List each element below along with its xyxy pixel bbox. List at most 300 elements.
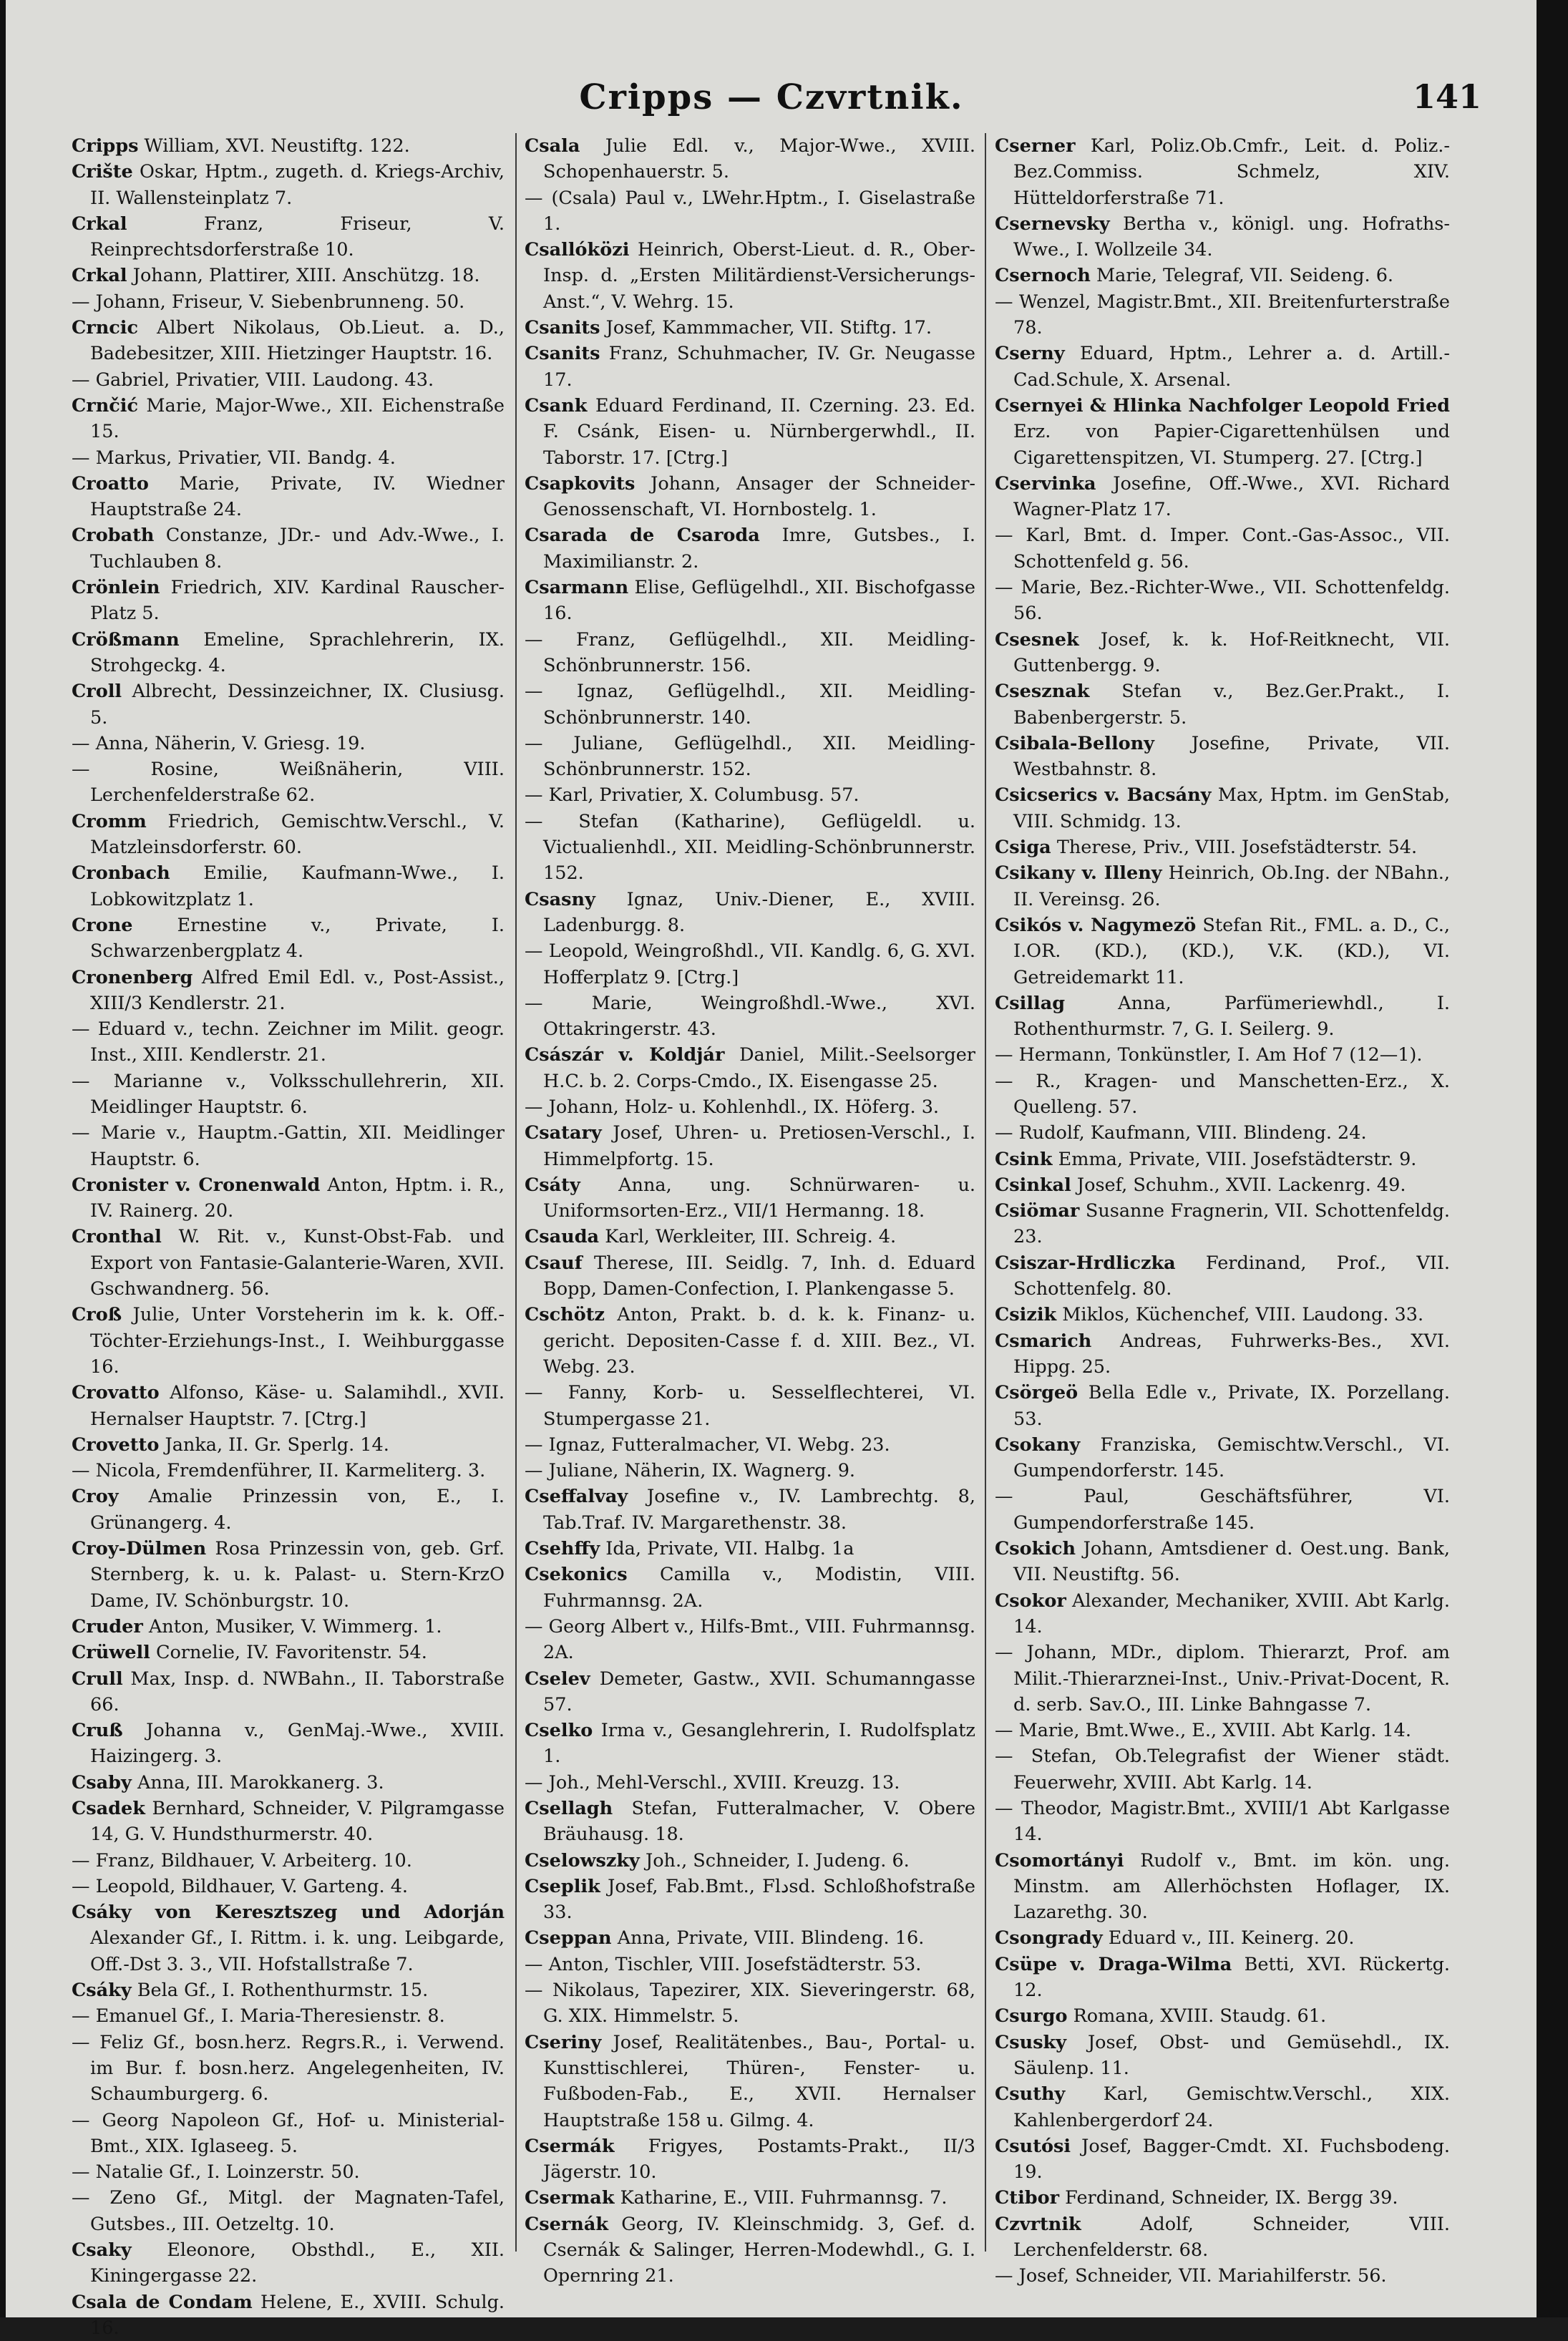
entry-details: — Marie, Weingroßhdl.-Wwe., XVI. Ottakringerstr. 43. xyxy=(525,992,975,1041)
entry-details: Max, Hptm. im GenStab, VIII. Schmidg. 13. xyxy=(1013,784,1450,832)
entry-details: Marie, Private, IV. Wiedner Hauptstraße 24. xyxy=(90,472,505,521)
directory-entry xyxy=(525,575,975,627)
entry-details: Ernestine v., Private, I. Schwarzenbergplatz 4. xyxy=(90,914,505,963)
entry-details: Cornelie, IV. Favoritenstr. 54. xyxy=(155,1642,427,1664)
directory-entry xyxy=(72,471,505,523)
entry-surname: Csarada de Csaroda xyxy=(525,525,760,547)
entry-surname: Csala xyxy=(525,135,580,157)
directory-entry xyxy=(995,678,1450,731)
directory-entry xyxy=(525,1250,975,1303)
entry-details: Albert Nikolaus, Ob.Lieut. a. D., Badebesitzer, XIII. Hietzinger Hauptstr. 16. xyxy=(90,317,505,365)
directory-entry xyxy=(72,1899,505,1977)
directory-entry xyxy=(72,133,505,159)
entry-surname: Csiszar-Hrdliczka xyxy=(995,1252,1176,1274)
directory-entry xyxy=(995,1432,1450,1484)
entry-surname: Csibala-Bellony xyxy=(995,732,1155,754)
entry-details: — Feliz Gf., bosn.herz. Regrs.R., i. Verwend. im Bur. f. bosn.herz. Angelegenheiten, IV. Schaumburgerg. 6. xyxy=(72,2031,505,2106)
entry-details: Adolf, Schneider, VIII. Lerchenfelderstr. 68. xyxy=(1013,2213,1450,2262)
entry-surname: Croll xyxy=(72,681,122,703)
directory-entry xyxy=(525,731,975,783)
entry-details: — Joh., Mehl-Verschl., XVIII. Kreuzg. 13. xyxy=(525,1771,900,1794)
directory-entry xyxy=(995,211,1450,263)
entry-details: Eduard Ferdinand, II. Czerning. 23. Ed. F. Csánk, Eisen- u. Nürnbergerwhdl., II. Taborstr. 17. [Ctrg.] xyxy=(543,394,976,469)
directory-entry xyxy=(995,1120,1450,1146)
directory-entry xyxy=(995,1069,1450,1121)
directory-entry xyxy=(995,1952,1450,2004)
entry-surname: Crößmann xyxy=(72,628,180,651)
entry-details: — Georg Napoleon Gf., Hof- u. Ministerial-Bmt., XIX. Iglaseeg. 5. xyxy=(72,2109,505,2157)
entry-details: — Ignaz, Geflügelhdl., XII. Meidling-Schönbrunnerstr. 140. xyxy=(525,681,975,729)
directory-entry xyxy=(72,159,505,211)
directory-entry xyxy=(995,1796,1450,1848)
entry-details: Eleonore, Obsthdl., E., XII. Kiningergasse 22. xyxy=(90,2239,505,2287)
directory-entry xyxy=(72,1432,505,1458)
entry-surname: Crobath xyxy=(72,525,155,547)
entry-details: Elise, Geflügelhdl., XII. Bischofgasse 16. xyxy=(543,577,975,625)
directory-entry xyxy=(72,756,505,809)
entry-surname: Csermak xyxy=(525,2187,615,2209)
entry-details: Albrecht, Dessinzeichner, IX. Clusiusg. 5. xyxy=(90,681,505,729)
entry-details: Max, Insp. d. NWBahn., II. Taborstraße 66. xyxy=(90,1668,505,1715)
directory-entry xyxy=(995,860,1450,912)
entry-details: Josef, Obst- und Gemüsehdl., IX. Säulenp. 11. xyxy=(1013,2031,1450,2079)
entry-surname: Crovatto xyxy=(72,1382,160,1404)
entry-details: Bernhard, Schneider, V. Pilgramgasse 14, G. V. Hundsthurmerstr. 40. xyxy=(90,1798,505,1846)
entry-surname: Csernák xyxy=(525,2213,609,2235)
directory-entry xyxy=(995,522,1450,575)
entry-surname: Csokich xyxy=(995,1538,1076,1560)
directory-entry xyxy=(525,393,975,471)
entry-details: Rudolf v., Bmt. im kön. ung. Minstm. am Allerhöchsten Hoflager, IX. Lazarethg. 30. xyxy=(1013,1849,1450,1924)
directory-entry xyxy=(72,289,505,315)
entry-surname: Cselko xyxy=(525,1720,593,1742)
entry-details: — Nikolaus, Tapezirer, XIX. Sieveringerstr. 68, G. XIX. Himmelstr. 5. xyxy=(525,1980,975,2028)
directory-entry xyxy=(72,1069,505,1121)
directory-entry xyxy=(525,1172,975,1225)
entry-surname: Croy-Dülmen xyxy=(72,1538,207,1560)
entry-details: — Marie, Bez.-Richter-Wwe., VII. Schottenfeldg. 56. xyxy=(995,577,1450,625)
directory-entry xyxy=(995,1848,1450,1926)
entry-surname: Csiömar xyxy=(995,1200,1080,1222)
directory-entry xyxy=(72,2237,505,2289)
entry-surname: Csomortányi xyxy=(995,1849,1124,1872)
directory-entry xyxy=(72,263,505,288)
entry-surname: Csáty xyxy=(525,1174,580,1196)
entry-details: — Anna, Näherin, V. Griesg. 19. xyxy=(72,732,366,754)
entry-surname: Cservinka xyxy=(995,472,1096,495)
entry-details: Josef, Uhren- u. Pretiosen-Verschl., I. Himmelpfortg. 15. xyxy=(543,1122,975,1170)
entry-details: Heinrich, Ob.Ing. der NBahn., II. Vereinsg. 26. xyxy=(1013,862,1451,910)
scan-frame-right xyxy=(1537,0,1568,2317)
directory-entry xyxy=(525,133,975,185)
entry-surname: Cschötz xyxy=(525,1304,605,1326)
entry-details: — Eduard v., techn. Zeichner im Milit. geogr. Inst., XIII. Kendlerstr. 21. xyxy=(72,1018,505,1066)
entry-surname: Csesnek xyxy=(995,628,1079,651)
directory-entry xyxy=(72,2289,505,2341)
directory-entry xyxy=(995,133,1450,211)
entry-surname: Csongrady xyxy=(995,1927,1103,1950)
directory-entry xyxy=(995,1302,1450,1328)
directory-entry xyxy=(995,1484,1450,1536)
entry-details: — Wenzel, Magistr.Bmt., XII. Breitenfurterstraße 78. xyxy=(995,291,1450,339)
directory-entry xyxy=(72,1874,505,1899)
directory-entry xyxy=(72,627,505,679)
entry-surname: Csutósi xyxy=(995,2135,1071,2157)
directory-entry xyxy=(525,1380,975,1432)
directory-entry xyxy=(525,1458,975,1484)
entry-details: Josefine, Private, VII. Westbahnstr. 8. xyxy=(1013,732,1450,781)
entry-details: Anna, III. Marokkanerg. 3. xyxy=(137,1771,384,1794)
entry-details: — Rosine, Weißnäherin, VIII. Lerchenfelderstraße 62. xyxy=(72,759,505,807)
entry-surname: Crnčić xyxy=(72,394,139,417)
entry-details: Josefine, Off.-Wwe., XVI. Richard Wagner-Platz 17. xyxy=(1013,472,1451,521)
entry-surname: Csehffy xyxy=(525,1538,600,1560)
directory-entry xyxy=(525,522,975,575)
entry-surname: Csüpe v. Draga-Wilma xyxy=(995,1953,1232,1975)
running-head: Cripps — Czvrtnik. xyxy=(579,77,964,117)
entry-details: — R., Kragen- und Manschetten-Erz., X. Quelleng. 57. xyxy=(995,1070,1450,1118)
entry-surname: Crone xyxy=(72,914,133,936)
directory-entry xyxy=(72,1536,505,1614)
directory-entry xyxy=(995,627,1450,679)
directory-entry xyxy=(525,1302,975,1380)
directory-entry xyxy=(72,367,505,393)
entry-details: Franz, Schuhmacher, IV. Gr. Neugasse 17. xyxy=(543,343,975,391)
directory-entry xyxy=(995,2185,1450,2211)
entry-details: Betti, XVI. Rückertg. 12. xyxy=(1013,1953,1451,2002)
entry-details: — (Csala) Paul v., LWehr.Hptm., I. Giselastraße 1. xyxy=(525,187,975,235)
directory-entry xyxy=(525,1848,975,1874)
directory-entry xyxy=(995,2133,1450,2186)
entry-details: — Marianne v., Volksschullehrerin, XII. Meidlinger Hauptstr. 6. xyxy=(72,1070,505,1118)
entry-surname: Csörgeö xyxy=(995,1382,1078,1404)
entry-details: — Nicola, Fremdenführer, II. Karmeliterg. 3. xyxy=(72,1460,486,1482)
entry-surname: Cripps xyxy=(72,135,139,157)
directory-entry xyxy=(525,471,975,523)
entry-details: Josef, Schuhm., XVII. Lackenrg. 49. xyxy=(1076,1174,1406,1196)
directory-entry xyxy=(525,1874,975,1926)
entry-details: Franziska, Gemischtw.Verschl., VI. Gumpendorferstr. 145. xyxy=(1013,1434,1450,1482)
directory-entry xyxy=(525,887,975,939)
directory-entry xyxy=(72,1796,505,1848)
entry-details: Andreas, Fuhrwerks-Bes., XVI. Hippg. 25. xyxy=(1013,1330,1451,1378)
directory-entry xyxy=(995,1328,1450,1381)
entry-details: William, XVI. Neustiftg. 122. xyxy=(144,135,410,157)
directory-entry xyxy=(525,1042,975,1094)
entry-details: Johann, Amtsdiener d. Oest.ung. Bank, VII. Neustiftg. 56. xyxy=(1013,1538,1450,1586)
entry-details: Bela Gf., I. Rothenthurmstr. 15. xyxy=(137,1980,429,2002)
directory-entry xyxy=(995,575,1450,627)
entry-surname: Csauf xyxy=(525,1252,583,1274)
entry-details: Erz. von Papier-Cigarettenhülsen und Cigarettenspitzen, VI. Stumperg. 27. [Ctrg.] xyxy=(1013,421,1450,469)
entry-surname: Csáky von Keresztszeg und Adorján xyxy=(72,1902,505,1924)
entry-details: Anna, Parfümeriewhdl., I. Rothenthurmstr. 7, G. I. Seilerg. 9. xyxy=(1013,992,1451,1041)
directory-entry xyxy=(995,991,1450,1043)
entry-details: Therese, III. Seidlg. 7, Inh. d. Eduard Bopp, Damen-Confection, I. Plankengasse 5. xyxy=(543,1252,976,1300)
entry-details: Constanze, JDr.- und Adv.-Wwe., I. Tuchlauben 8. xyxy=(90,525,505,573)
entry-surname: Cserny xyxy=(995,343,1065,365)
entry-surname: Csellagh xyxy=(525,1798,613,1819)
directory-entry xyxy=(995,2030,1450,2082)
directory-entry xyxy=(72,2185,505,2237)
entry-surname: Croß xyxy=(72,1304,122,1326)
entry-details: Camilla v., Modistin, VIII. Fuhrmannsg. 2A. xyxy=(543,1564,976,1612)
entry-details: Romana, XVIII. Staudg. 61. xyxy=(1073,2005,1327,2028)
directory-entry xyxy=(995,1588,1450,1640)
entry-details: Daniel, Milit.-Seelsorger H.C. b. 2. Corps-Cmdo., IX. Eisengasse 25. xyxy=(543,1044,975,1092)
entry-details: Stefan, Futteralmacher, V. Obere Bräuhausg. 18. xyxy=(543,1798,975,1846)
entry-details: Eduard, Hptm., Lehrer a. d. Artill.-Cad.Schule, X. Arsenal. xyxy=(1013,343,1450,391)
directory-entry xyxy=(72,1640,505,1665)
directory-entry xyxy=(995,1250,1450,1303)
entry-surname: Cronister v. Cronenwald xyxy=(72,1174,321,1196)
directory-entry xyxy=(995,1380,1450,1432)
entry-details: Ignaz, Univ.-Diener, E., XVIII. Ladenburgg. 8. xyxy=(543,888,975,936)
directory-entry xyxy=(525,1977,975,2030)
directory-entry xyxy=(525,2133,975,2186)
entry-details: Josef, Kammmacher, VII. Stiftg. 17. xyxy=(605,317,932,339)
entry-surname: Cruß xyxy=(72,1720,123,1742)
entry-surname: Crüwell xyxy=(72,1642,150,1664)
directory-entry xyxy=(995,731,1450,783)
directory-entry xyxy=(525,315,975,341)
entry-surname: Cselowszky xyxy=(525,1849,640,1872)
entry-details: — Leopold, Bildhauer, V. Garteng. 4. xyxy=(72,1875,409,1897)
directory-entry xyxy=(72,1458,505,1484)
entry-surname: Cselev xyxy=(525,1668,590,1690)
entry-details: Georg, IV. Kleinschmidg. 3, Gef. d. Csernák & Salinger, Herren-Modewhdl., G. I. Opernring 21. xyxy=(543,2213,975,2287)
directory-entry xyxy=(995,782,1450,834)
entry-details: — Stefan (Katharine), Geflügeldl. u. Victualienhdl., XII. Meidling-Schönbrunnerstr. 152. xyxy=(525,810,975,885)
entry-details: Frigyes, Postamts-Prakt., II/3 Jägerstr. 10. xyxy=(543,2135,976,2184)
entry-details: — Josef, Schneider, VII. Mariahilferstr. 56. xyxy=(995,2265,1387,2287)
directory-entry xyxy=(72,860,505,912)
entry-surname: Csmarich xyxy=(995,1330,1092,1352)
entry-details: Rosa Prinzessin von, geb. Grf. Sternberg, k. u. k. Palast- u. Stern-KrzO Dame, IV. Schönburgstr. 10. xyxy=(90,1538,505,1612)
directory-entry xyxy=(525,678,975,731)
entry-surname: Csáky xyxy=(72,1980,132,2002)
entry-surname: Csizik xyxy=(995,1304,1057,1326)
column-divider xyxy=(985,133,986,2252)
entry-details: Josef, Bagger-Cmdt. XI. Fuchsbodeng. 19. xyxy=(1013,2135,1450,2184)
directory-entry xyxy=(995,1925,1450,1951)
entry-details: Bertha v., königl. ung. Hofraths-Wwe., I. Wollzeile 34. xyxy=(1013,213,1451,261)
entry-details: — Paul, Geschäftsführer, VI. Gumpendorferstraße 145. xyxy=(995,1486,1450,1534)
entry-surname: Cronbach xyxy=(72,862,170,885)
entry-details: Josef, Realitätenbes., Bau-, Portal- u. Kunsttischlerei, Thüren-, Fenster- u. Fußboden-Fab., E., XVII. Hernalser Hauptstraße 158 u. Gilmg. 4. xyxy=(543,2031,975,2131)
directory-entry xyxy=(525,2211,975,2289)
entry-surname: Csanits xyxy=(525,343,600,365)
entry-details: Heinrich, Oberst-Lieut. d. R., Ober-Insp. d. „Ersten Militärdienst-Versicherungs-Anst.“, V. Wehrg. 15. xyxy=(543,239,976,313)
directory-entry xyxy=(72,315,505,367)
entry-details: Johanna v., GenMaj.-Wwe., XVIII. Haizingerg. 3. xyxy=(90,1720,505,1768)
directory-entry xyxy=(995,2211,1450,2264)
entry-surname: Csernoch xyxy=(995,265,1091,287)
entry-surname: Csaby xyxy=(72,1771,132,1794)
entry-surname: Crkal xyxy=(72,213,127,235)
entry-surname: Crull xyxy=(72,1668,123,1690)
entry-surname: Csinkal xyxy=(995,1174,1071,1196)
directory-entry xyxy=(72,1718,505,1770)
entry-details: W. Rit. v., Kunst-Obst-Fab. und Export von Fantasie-Galanterie-Waren, XVII. Gschwandnerg. 56. xyxy=(90,1226,505,1300)
entry-surname: Crönlein xyxy=(72,577,160,599)
directory-entry xyxy=(995,912,1450,991)
entry-details: — Leopold, Weingroßhdl., VII. Kandlg. 6, G. XVI. Hofferplatz 9. [Ctrg.] xyxy=(525,940,975,988)
directory-entry xyxy=(72,1120,505,1172)
directory-entry xyxy=(525,1952,975,1977)
entry-surname: Csokany xyxy=(995,1434,1081,1456)
entry-surname: Csermák xyxy=(525,2135,615,2157)
directory-entry xyxy=(72,1614,505,1640)
entry-details: — Juliane, Geflügelhdl., XII. Meidling-Schönbrunnerstr. 152. xyxy=(525,732,975,781)
directory-entry xyxy=(72,912,505,965)
entry-surname: Csillag xyxy=(995,992,1066,1014)
column-2 xyxy=(525,133,976,2287)
directory-entry xyxy=(995,1198,1450,1250)
entry-details: — Karl, Bmt. d. Imper. Cont.-Gas-Assoc., VII. Schottenfeld g. 56. xyxy=(995,525,1450,573)
entry-surname: Czvrtnik xyxy=(995,2213,1081,2235)
entry-details: Alfonso, Käse- u. Salamihdl., XVII. Hernalser Hauptstr. 7. [Ctrg.] xyxy=(90,1382,505,1430)
entry-surname: Cserner xyxy=(995,135,1076,157)
directory-entry xyxy=(72,2108,505,2160)
directory-entry xyxy=(525,1224,975,1250)
directory-entry xyxy=(995,1743,1450,1796)
directory-entry xyxy=(995,2081,1450,2133)
entry-details: — Johann, Holz- u. Kohlenhdl., IX. Höferg. 3. xyxy=(525,1096,940,1118)
directory-entry xyxy=(995,289,1450,341)
entry-details: Anna, Private, VIII. Blindeng. 16. xyxy=(617,1927,925,1950)
entry-details: Johann, Plattirer, XIII. Anschützg. 18. xyxy=(132,265,480,287)
entry-surname: Csatary xyxy=(525,1122,602,1144)
directory-entry xyxy=(72,575,505,627)
directory-entry xyxy=(525,1562,975,1614)
entry-details: Emeline, Sprachlehrerin, IX. Strohgeckg. 4. xyxy=(90,628,505,676)
directory-entry xyxy=(72,965,505,1017)
entry-details: — Theodor, Magistr.Bmt., XVIII/1 Abt Karlgasse 14. xyxy=(995,1798,1450,1846)
entry-surname: Csaky xyxy=(72,2239,132,2262)
entry-details: Katharine, E., VIII. Fuhrmannsg. 7. xyxy=(620,2187,948,2209)
directory-entry xyxy=(525,185,975,238)
directory-entry xyxy=(525,809,975,887)
directory-entry xyxy=(995,341,1450,393)
directory-entry xyxy=(525,1718,975,1770)
entry-surname: Csasny xyxy=(525,888,595,910)
entry-surname: Crkal xyxy=(72,265,127,287)
entry-surname: Cruder xyxy=(72,1615,143,1637)
entry-details: — Rudolf, Kaufmann, VIII. Blindeng. 24. xyxy=(995,1122,1367,1144)
directory-entry xyxy=(995,1147,1450,1172)
directory-entry xyxy=(995,1718,1450,1743)
directory-entry xyxy=(72,1848,505,1874)
entry-details: Alexander, Mechaniker, XVIII. Abt Karlg. 14. xyxy=(1013,1590,1450,1637)
column-3 xyxy=(995,133,1451,2287)
entry-details: — Stefan, Ob.Telegrafist der Wiener städt. Feuerwehr, XVIII. Abt Karlg. 14. xyxy=(995,1746,1450,1794)
entry-surname: Csokor xyxy=(995,1590,1066,1612)
entry-details: — Johann, Friseur, V. Siebenbrunneng. 50. xyxy=(72,291,465,313)
entry-details: Joh., Schneider, I. Judeng. 6. xyxy=(645,1849,910,1872)
entry-surname: Csarmann xyxy=(525,577,629,599)
entry-details: Therese, Priv., VIII. Josefstädterstr. 54. xyxy=(1056,837,1418,859)
entry-details: — Karl, Privatier, X. Columbusg. 57. xyxy=(525,784,860,807)
entry-details: Johann, Ansager der Schneider-Genossenschaft, VI. Hornbostelg. 1. xyxy=(543,472,975,521)
entry-surname: Csikós v. Nagymezö xyxy=(995,914,1197,936)
entry-surname: Csuthy xyxy=(995,2083,1066,2106)
entry-surname: Cseppan xyxy=(525,1927,612,1950)
directory-entry xyxy=(995,834,1450,860)
directory-entry xyxy=(525,1770,975,1796)
entry-details: — Marie v., Hauptm.-Gattin, XII. Meidlinger Hauptstr. 6. xyxy=(72,1122,505,1170)
entry-surname: Croatto xyxy=(72,472,149,495)
entry-details: Alfred Emil Edl. v., Post-Assist., XIII/3 Kendlerstr. 21. xyxy=(90,966,505,1014)
entry-surname: Csala de Condam xyxy=(72,2291,253,2313)
entry-details: Imre, Gutsbes., I. Maximilianstr. 2. xyxy=(543,525,975,573)
entry-details: — Juliane, Näherin, IX. Wagnerg. 9. xyxy=(525,1460,856,1482)
directory-entry xyxy=(72,809,505,861)
entry-details: Karl, Werkleiter, III. Schreig. 4. xyxy=(605,1226,897,1248)
entry-details: — Anton, Tischler, VIII. Josefstädterstr. 53. xyxy=(525,1953,922,1975)
entry-surname: Cseffalvay xyxy=(525,1486,628,1508)
directory-entry xyxy=(72,1172,505,1225)
directory-entry xyxy=(995,1536,1450,1588)
entry-surname: Csiga xyxy=(995,837,1051,859)
directory-entry xyxy=(72,2159,505,2185)
directory-entry xyxy=(72,522,505,575)
directory-entry xyxy=(525,627,975,679)
entry-details: Josef, Fab.Bmt., Flدsd. Schloßhofstraße 33. xyxy=(543,1875,976,1924)
entry-details: Karl, Poliz.Ob.Cmfr., Leit. d. Poliz.-Bez.Commiss. Schmelz, XIV. Hütteldorferstraße 71. xyxy=(1013,135,1450,209)
entry-details: Demeter, Gastw., XVII. Schumanngasse 57. xyxy=(543,1668,976,1715)
directory-entry xyxy=(72,1666,505,1718)
entry-details: Anton, Hptm. i. R., IV. Rainerg. 20. xyxy=(90,1174,505,1222)
entry-details: — Markus, Privatier, VII. Bandg. 4. xyxy=(72,447,396,469)
entry-details: Emma, Private, VIII. Josefstädterstr. 9. xyxy=(1058,1148,1417,1170)
entry-surname: Csank xyxy=(525,394,588,417)
entry-surname: Csadek xyxy=(72,1798,145,1819)
column-divider xyxy=(515,133,517,2252)
directory-entry xyxy=(72,678,505,731)
directory-entry xyxy=(525,1120,975,1172)
entry-surname: Ctibor xyxy=(995,2187,1060,2209)
entry-surname: Csusky xyxy=(995,2031,1067,2053)
directory-entry xyxy=(525,1796,975,1848)
entry-details: — Gabriel, Privatier, VIII. Laudong. 43. xyxy=(72,369,434,391)
entry-surname: Csurgo xyxy=(995,2005,1068,2028)
directory-entry xyxy=(72,1977,505,2003)
entry-details: Marie, Telegraf, VII. Seideng. 6. xyxy=(1096,265,1394,287)
entry-details: Ida, Private, VII. Halbg. 1a xyxy=(605,1538,854,1560)
directory-entry xyxy=(995,1042,1450,1068)
entry-details: Helene, E., XVIII. Schulg. 16. xyxy=(90,2291,505,2339)
directory-entry xyxy=(525,938,975,991)
directory-entry xyxy=(525,1536,975,1562)
entry-surname: Csicserics v. Bacsány xyxy=(995,784,1212,807)
entry-surname: Csapkovits xyxy=(525,472,636,495)
entry-details: Ferdinand, Prof., VII. Schottenfelg. 80. xyxy=(1013,1252,1450,1300)
entry-surname: Cseriny xyxy=(525,2031,602,2053)
entry-details: — Fanny, Korb- u. Sesselflechterei, VI. Stumpergasse 21. xyxy=(525,1382,975,1430)
directory-entry xyxy=(72,1770,505,1796)
entry-surname: Csauda xyxy=(525,1226,600,1248)
entry-details: Anton, Prakt. b. d. k. k. Finanz- u. gericht. Depositen-Casse f. d. XIII. Bez., VI. Webg. 23. xyxy=(543,1304,975,1378)
directory-entry xyxy=(525,1484,975,1536)
entry-details: Bella Edle v., Private, IX. Porzellang. 53. xyxy=(1013,1382,1450,1430)
entry-details: Marie, Major-Wwe., XII. Eichenstraße 15. xyxy=(90,394,505,443)
directory-entry xyxy=(525,1925,975,1951)
directory-entry xyxy=(525,237,975,315)
entry-surname: Cseplik xyxy=(525,1875,600,1897)
entry-details: Susanne Fragnerin, VII. Schottenfeldg. 23. xyxy=(1013,1200,1451,1248)
entry-details: Josefine v., IV. Lambrechtg. 8, Tab.Traf. IV. Margarethenstr. 38. xyxy=(543,1486,976,1534)
